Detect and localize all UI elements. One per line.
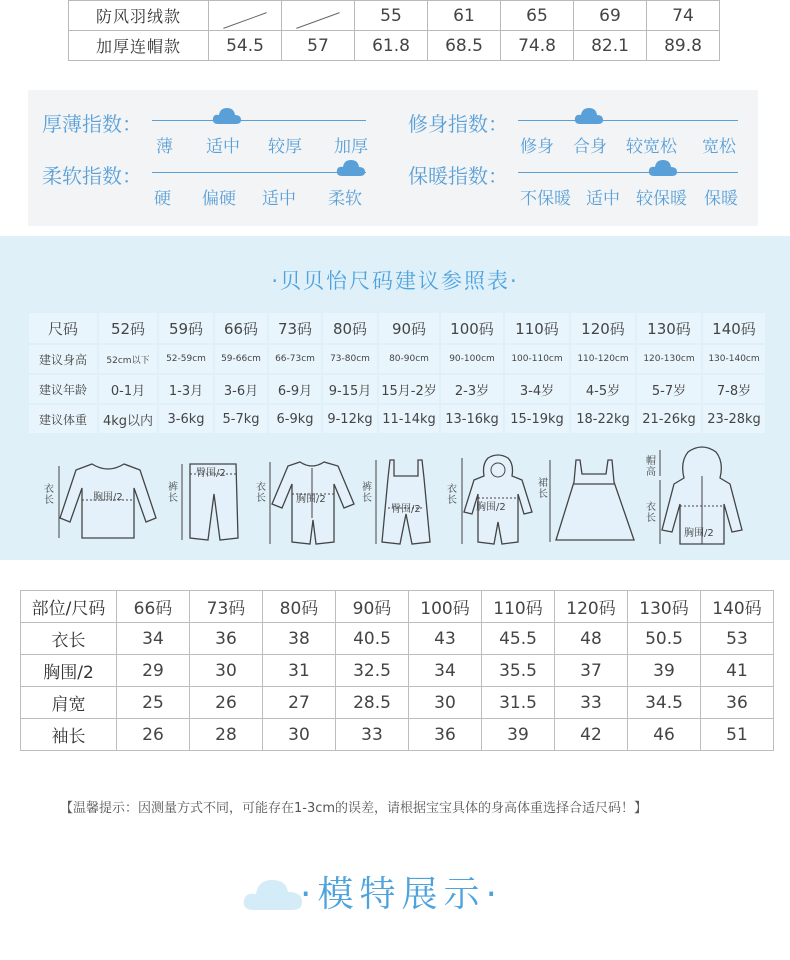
header-cell: 90码 (336, 591, 409, 623)
header-cell: 部位/尺码 (21, 591, 117, 623)
header-cell: 110码 (482, 591, 555, 623)
table-cell: 3-4岁 (505, 375, 569, 403)
table-cell: 82.1 (574, 31, 647, 61)
slash-mark (296, 12, 340, 29)
header-cell: 140码 (701, 591, 774, 623)
softness-option: 柔软 (328, 189, 362, 209)
table-cell: 9-12kg (323, 405, 377, 433)
length-label: 衣长 (646, 502, 656, 524)
pants-length-label: 裤长 (362, 482, 372, 504)
table-row (21, 655, 774, 687)
row-label: 胸围/2 (21, 655, 117, 687)
header-cell: 90码 (379, 313, 439, 343)
garment-diagrams (0, 454, 790, 554)
model-showcase-title: ·模特展示· (300, 874, 503, 915)
table-cell: 36 (190, 623, 263, 655)
table-cell-empty (209, 1, 282, 31)
cloud-icon (212, 106, 242, 126)
header-cell: 52码 (99, 313, 157, 343)
table-cell: 52-59cm (159, 345, 213, 373)
table-cell: 5-7kg (215, 405, 267, 433)
table-cell: 37 (555, 655, 628, 687)
table-cell: 1-3月 (159, 375, 213, 403)
fit-option: 修身 (520, 137, 554, 157)
row-label: 衣长 (21, 623, 117, 655)
table-cell: 55 (355, 1, 428, 31)
table-row (29, 345, 765, 373)
table-cell: 30 (190, 655, 263, 687)
table-cell: 35.5 (482, 655, 555, 687)
table-cell: 31 (263, 655, 336, 687)
table-cell: 90-100cm (441, 345, 503, 373)
chest-label: 胸围/2 (684, 528, 714, 539)
fit-option: 较宽松 (626, 137, 677, 157)
warmth-option: 较保暖 (636, 189, 687, 209)
table-cell: 36 (701, 687, 774, 719)
table-cell: 42 (555, 719, 628, 751)
table-cell: 41 (701, 655, 774, 687)
table-row (21, 687, 774, 719)
header-cell: 100码 (441, 313, 503, 343)
cloud-icon (648, 158, 678, 178)
table-cell: 34.5 (628, 687, 701, 719)
table-row (69, 31, 720, 61)
skirt-length-label: 裙长 (538, 478, 548, 500)
fit-option: 宽松 (702, 137, 736, 157)
top-size-table (68, 0, 720, 61)
table-cell: 39 (482, 719, 555, 751)
table-cell: 43 (409, 623, 482, 655)
header-cell: 73码 (269, 313, 321, 343)
softness-option: 适中 (262, 189, 296, 209)
table-cell: 4kg以内 (99, 405, 157, 433)
table-cell: 15-19kg (505, 405, 569, 433)
table-header-row (21, 591, 774, 623)
warmth-option: 不保暖 (520, 189, 571, 209)
length-label: 衣长 (447, 484, 457, 506)
table-cell: 36 (409, 719, 482, 751)
measurement-tip: 【温馨提示：因测量方式不同，可能存在1-3cm的误差，请根据宝宝具体的身高体重选择合适尺码！】 (60, 801, 648, 816)
header-cell: 66码 (215, 313, 267, 343)
table-cell: 27 (263, 687, 336, 719)
cloud-icon (574, 106, 604, 126)
header-cell: 120码 (571, 313, 635, 343)
table-cell: 100-110cm (505, 345, 569, 373)
row-label: 加厚连帽款 (69, 31, 209, 61)
softness-option: 偏硬 (202, 189, 236, 209)
table-cell: 66-73cm (269, 345, 321, 373)
table-cell: 23-28kg (703, 405, 765, 433)
table-cell: 50.5 (628, 623, 701, 655)
table-cell: 25 (117, 687, 190, 719)
table-cell: 74 (647, 1, 720, 31)
table-cell: 26 (117, 719, 190, 751)
thickness-option: 较厚 (268, 137, 302, 157)
header-cell: 120码 (555, 591, 628, 623)
table-cell: 15月-2岁 (379, 375, 439, 403)
table-cell: 3-6kg (159, 405, 213, 433)
table-cell: 73-80cm (323, 345, 377, 373)
table-cell: 61 (428, 1, 501, 31)
table-cell: 74.8 (501, 31, 574, 61)
table-row (21, 623, 774, 655)
table-cell: 39 (628, 655, 701, 687)
warmth-option: 保暖 (704, 189, 738, 209)
chest-label: 胸围/2 (296, 494, 326, 505)
table-cell: 34 (409, 655, 482, 687)
chest-label: 胸围/2 (476, 502, 506, 513)
table-cell: 30 (409, 687, 482, 719)
thickness-option: 适中 (206, 137, 240, 157)
fit-index-label: 修身指数： (408, 112, 508, 136)
table-cell: 80-90cm (379, 345, 439, 373)
thickness-index-label: 厚薄指数： (42, 112, 142, 136)
table-row (29, 375, 765, 403)
header-cell: 73码 (190, 591, 263, 623)
row-label: 建议体重 (29, 405, 97, 433)
chest-label: 胸围/2 (93, 492, 123, 503)
softness-option: 硬 (154, 189, 171, 209)
table-cell: 65 (501, 1, 574, 31)
header-cell: 80码 (263, 591, 336, 623)
table-cell: 34 (117, 623, 190, 655)
thickness-option: 加厚 (334, 137, 368, 157)
row-label: 袖长 (21, 719, 117, 751)
table-cell: 2-3岁 (441, 375, 503, 403)
table-row (21, 719, 774, 751)
table-cell: 33 (336, 719, 409, 751)
table-cell: 110-120cm (571, 345, 635, 373)
header-cell: 尺码 (29, 313, 97, 343)
row-label: 防风羽绒款 (69, 1, 209, 31)
table-cell: 54.5 (209, 31, 282, 61)
table-cell: 59-66cm (215, 345, 267, 373)
header-cell: 80码 (323, 313, 377, 343)
table-cell: 68.5 (428, 31, 501, 61)
length-label: 衣长 (44, 484, 54, 506)
header-cell: 59码 (159, 313, 213, 343)
table-cell: 18-22kg (571, 405, 635, 433)
hip-label: 臀围/2 (196, 468, 226, 479)
row-label: 建议身高 (29, 345, 97, 373)
table-cell: 28.5 (336, 687, 409, 719)
table-header-row (29, 313, 765, 343)
table-cell: 38 (263, 623, 336, 655)
table-cell: 48 (555, 623, 628, 655)
table-cell: 31.5 (482, 687, 555, 719)
table-row (29, 405, 765, 433)
row-label: 肩宽 (21, 687, 117, 719)
table-cell: 53 (701, 623, 774, 655)
table-row (69, 1, 720, 31)
overalls-icon (374, 456, 438, 548)
table-cell: 26 (190, 687, 263, 719)
warmth-option: 适中 (586, 189, 620, 209)
size-chart-section (0, 236, 790, 560)
table-cell: 9-15月 (323, 375, 377, 403)
table-cell: 0-1月 (99, 375, 157, 403)
header-cell: 66码 (117, 591, 190, 623)
table-cell: 45.5 (482, 623, 555, 655)
table-cell: 5-7岁 (637, 375, 701, 403)
table-cell: 61.8 (355, 31, 428, 61)
table-cell: 46 (628, 719, 701, 751)
table-cell: 29 (117, 655, 190, 687)
table-cell: 7-8岁 (703, 375, 765, 403)
thickness-index-line (152, 120, 366, 121)
table-cell: 13-16kg (441, 405, 503, 433)
table-cell: 28 (190, 719, 263, 751)
table-cell-empty (282, 1, 355, 31)
table-cell: 52cm以下 (99, 345, 157, 373)
table-cell: 51 (701, 719, 774, 751)
fabric-index-panel (28, 90, 758, 226)
table-cell: 69 (574, 1, 647, 31)
header-cell: 140码 (703, 313, 765, 343)
measurement-table (20, 590, 774, 751)
table-cell: 32.5 (336, 655, 409, 687)
table-cell: 6-9kg (269, 405, 321, 433)
table-cell: 6-9月 (269, 375, 321, 403)
table-cell: 21-26kg (637, 405, 701, 433)
warmth-index-label: 保暖指数： (408, 164, 508, 188)
hip-label: 臀围/2 (391, 504, 421, 515)
hood-height-label: 帽高 (646, 456, 656, 478)
size-chart-table (27, 311, 767, 435)
table-cell: 89.8 (647, 31, 720, 61)
cloud-icon (242, 876, 304, 914)
table-cell: 3-6月 (215, 375, 267, 403)
header-cell: 110码 (505, 313, 569, 343)
length-label: 衣长 (256, 482, 266, 504)
warmth-index-line (518, 172, 738, 173)
softness-index-line (152, 172, 366, 173)
slash-mark (223, 12, 267, 29)
dress-icon (548, 454, 640, 546)
table-cell: 4-5岁 (571, 375, 635, 403)
pants-length-label: 裤长 (168, 482, 178, 504)
table-cell: 120-130cm (637, 345, 701, 373)
table-cell: 11-14kg (379, 405, 439, 433)
table-cell: 33 (555, 687, 628, 719)
thickness-option: 薄 (156, 137, 173, 157)
header-cell: 130码 (637, 313, 701, 343)
cloud-icon (336, 158, 366, 178)
table-cell: 57 (282, 31, 355, 61)
row-label: 建议年龄 (29, 375, 97, 403)
table-cell: 40.5 (336, 623, 409, 655)
size-chart-title: ·贝贝怡尺码建议参照表· (271, 269, 519, 293)
fit-option: 合身 (573, 137, 607, 157)
header-cell: 100码 (409, 591, 482, 623)
softness-index-label: 柔软指数： (42, 164, 142, 188)
hooded-romper-icon (460, 454, 534, 548)
table-cell: 30 (263, 719, 336, 751)
header-cell: 130码 (628, 591, 701, 623)
table-cell: 130-140cm (703, 345, 765, 373)
fit-index-line (518, 120, 738, 121)
